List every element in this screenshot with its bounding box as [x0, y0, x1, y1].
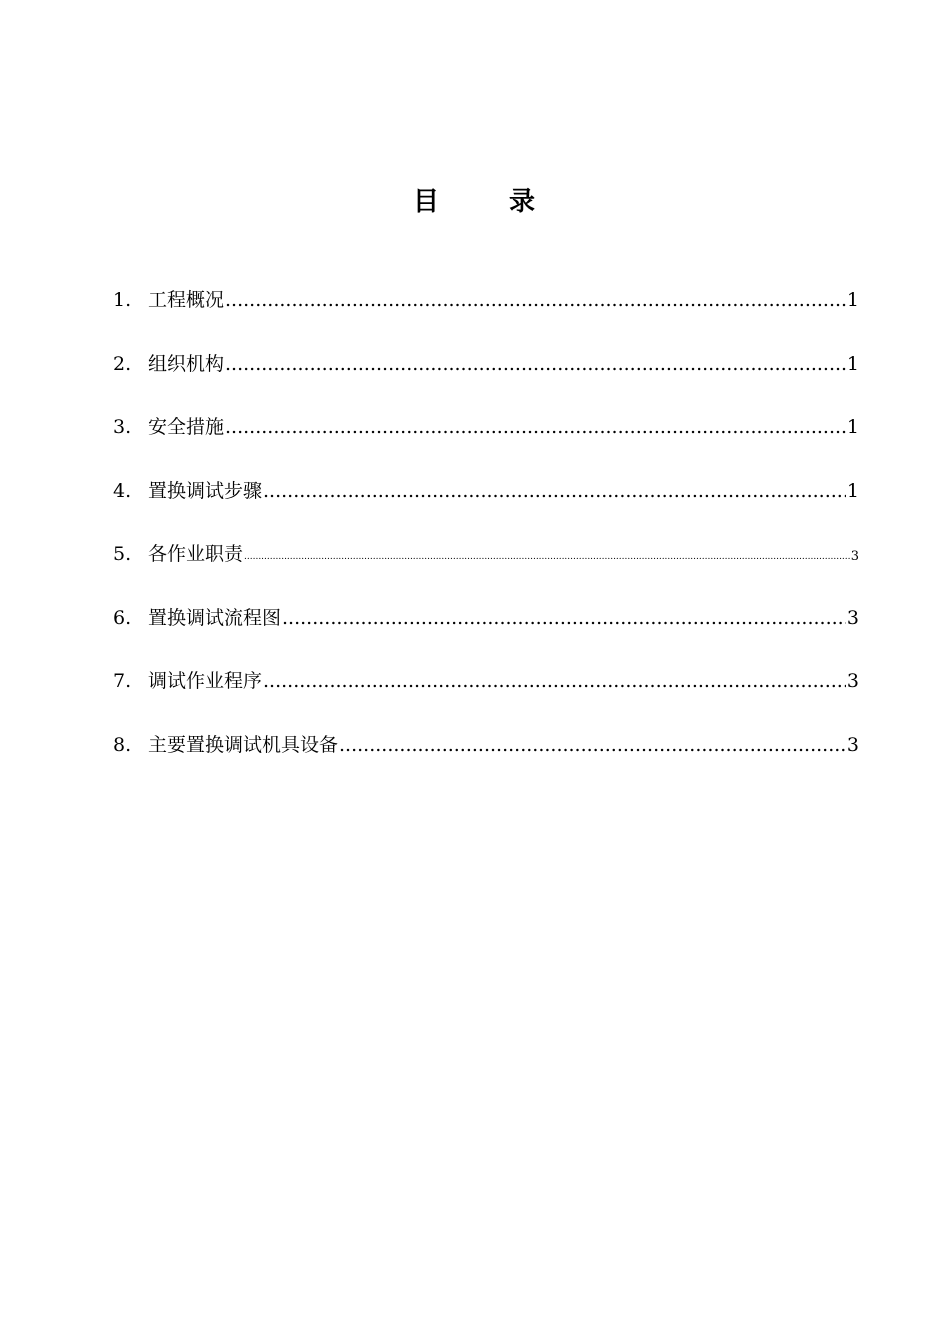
toc-item-number: 1. — [113, 289, 132, 311]
toc-item[interactable] — [113, 476, 859, 540]
toc-item-leader — [263, 666, 846, 696]
toc-item[interactable] — [113, 730, 859, 794]
toc-item-text: 工程概况 — [148, 289, 225, 311]
toc-item-text: 置换调试步骤 — [148, 479, 263, 502]
toc-item-text: 置换调试流程图 — [148, 606, 282, 629]
toc-item-number: 7. — [113, 670, 132, 692]
toc-item-page: 3 — [846, 733, 859, 756]
toc-item-leader — [339, 730, 846, 760]
toc-item-page: 1 — [846, 416, 859, 438]
toc-item-text: 主要置换调试机具设备 — [148, 733, 339, 756]
toc-item-leader — [225, 349, 846, 379]
toc-item[interactable] — [113, 666, 859, 730]
toc-item-text: 安全措施 — [148, 416, 225, 438]
toc-item[interactable] — [113, 285, 859, 349]
toc-item-number: 3. — [113, 416, 132, 438]
toc-item-page: 3 — [846, 670, 859, 692]
toc-item-number: 8. — [113, 733, 132, 756]
toc-item[interactable] — [113, 412, 859, 476]
toc-item-page: 1 — [846, 289, 859, 311]
toc-item-leader — [225, 412, 846, 442]
toc-item[interactable] — [113, 603, 859, 667]
toc-item[interactable] — [113, 539, 859, 603]
toc-item-text: 调试作业程序 — [148, 670, 263, 692]
toc-item-number: 4. — [113, 479, 132, 502]
toc-item-leader — [244, 539, 850, 575]
toc-item-number: 6. — [113, 606, 132, 629]
toc-item-page: 3 — [850, 549, 859, 564]
toc-item-text: 各作业职责 — [148, 543, 244, 565]
toc-item[interactable] — [113, 349, 859, 413]
toc-item-page: 1 — [846, 479, 859, 502]
toc-title — [0, 181, 950, 218]
toc-item-page: 3 — [846, 606, 859, 629]
toc-item-number: 5. — [113, 543, 132, 565]
toc-item-leader — [282, 603, 846, 633]
toc-title-part1: 目 — [412, 187, 441, 217]
toc-item-leader — [263, 476, 846, 506]
toc-item-number: 2. — [113, 352, 132, 375]
toc-item-text: 组织机构 — [148, 352, 225, 375]
toc-item-leader — [225, 285, 846, 315]
toc-list — [113, 285, 859, 793]
toc-title-part2: 录 — [509, 187, 538, 217]
toc-item-page: 1 — [846, 352, 859, 375]
